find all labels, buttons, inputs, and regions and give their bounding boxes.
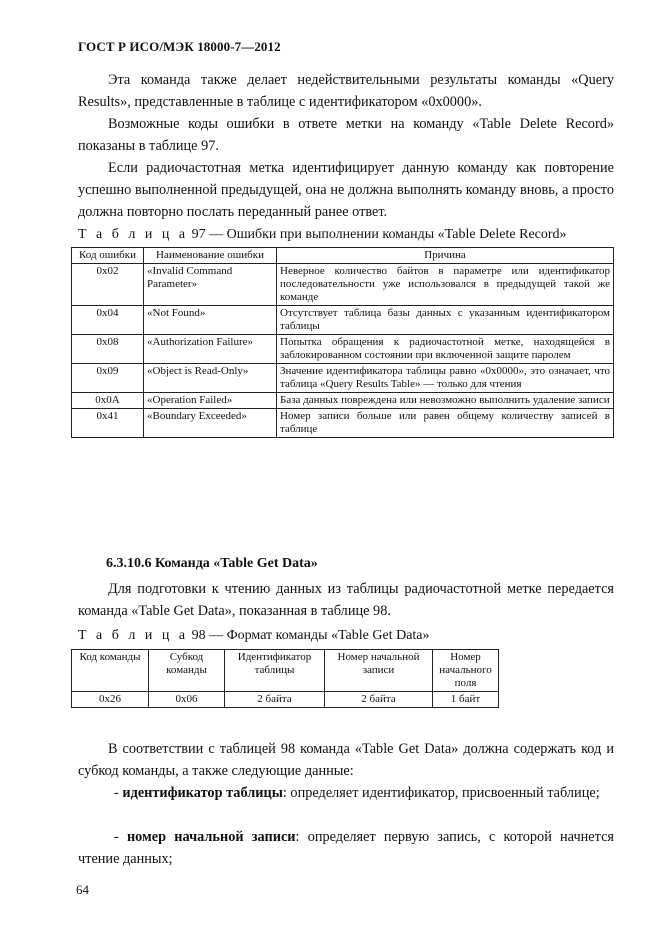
table-98 bbox=[71, 649, 499, 708]
table-cell: 2 байта bbox=[225, 692, 325, 708]
caption-text: 98 — Формат команды «Table Get Data» bbox=[191, 628, 430, 643]
table-row bbox=[72, 306, 614, 335]
table-row bbox=[72, 692, 499, 708]
error-reason-cell: Попытка обращения к радиочастотной метке, находящейся в заблокированном состоянии при включенной защите паролем bbox=[277, 335, 614, 364]
error-reason-cell: Номер записи больше или равен общему количеству записей в таблице bbox=[277, 409, 614, 438]
table-row bbox=[72, 393, 614, 409]
table-97-caption bbox=[78, 227, 567, 243]
column-header: Наименование ошибки bbox=[144, 248, 277, 264]
caption-text: 97 — Ошибки при выполнении команды «Table Delete Record» bbox=[191, 227, 567, 242]
list-item-term: идентификатор таблицы bbox=[122, 785, 283, 801]
list-item: - номер начальной записи: определяет первую запись, с которой начнется чтение данных; bbox=[78, 829, 614, 867]
error-reason-cell: База данных повреждена или невозможно выполнить удаление записи bbox=[277, 393, 614, 409]
table-cell: 0x26 bbox=[72, 692, 149, 708]
table-97 bbox=[71, 247, 614, 438]
error-code-cell: 0x02 bbox=[72, 264, 144, 306]
paragraph: В соответствии с таблицей 98 команда «Table Get Data» должна содержать код и субкод команды, а также следующие данные: bbox=[78, 741, 614, 779]
table-row bbox=[72, 409, 614, 438]
error-name-cell: «Object is Read-Only» bbox=[144, 364, 277, 393]
table-row bbox=[72, 335, 614, 364]
table-cell: 1 байт bbox=[433, 692, 499, 708]
table-header-row bbox=[72, 248, 614, 264]
column-header: Номер начальной записи bbox=[325, 650, 433, 692]
error-reason-cell: Значение идентификатора таблицы равно «0x0000», это означает, что таблица «Query Results Table» — только для чтения bbox=[277, 364, 614, 393]
error-code-cell: 0x09 bbox=[72, 364, 144, 393]
paragraph: Для подготовки к чтению данных из таблицы радиочастотной метке передается команда «Table Get Data», показанная в таблице 98. bbox=[78, 581, 614, 619]
caption-prefix: Т а б л и ц а bbox=[78, 227, 189, 242]
table-cell: 0x06 bbox=[149, 692, 225, 708]
column-header: Код ошибки bbox=[72, 248, 144, 264]
error-name-cell: «Invalid Command Parameter» bbox=[144, 264, 277, 306]
error-code-cell: 0x08 bbox=[72, 335, 144, 364]
error-name-cell: «Not Found» bbox=[144, 306, 277, 335]
paragraph: Эта команда также делает недействительными результаты команды «Query Results», представленные в таблице с идентификатором «0x0000». bbox=[78, 72, 614, 110]
column-header: Код команды bbox=[72, 650, 149, 692]
error-reason-cell: Неверное количество байтов в параметре или идентификатор последовательности уже использовался в предыдущей такой же команде bbox=[277, 264, 614, 306]
error-name-cell: «Authorization Failure» bbox=[144, 335, 277, 364]
table-98-caption bbox=[78, 628, 430, 644]
document-header: ГОСТ Р ИСО/МЭК 18000-7—2012 bbox=[78, 39, 281, 54]
column-header: Субкод команды bbox=[149, 650, 225, 692]
list-item-text: : определяет идентификатор, присвоенный таблице; bbox=[282, 785, 600, 801]
section-heading: 6.3.10.6 Команда «Table Get Data» bbox=[106, 556, 318, 571]
error-code-cell: 0x04 bbox=[72, 306, 144, 335]
error-code-cell: 0x41 bbox=[72, 409, 144, 438]
error-code-cell: 0x0A bbox=[72, 393, 144, 409]
list-item-term: номер начальной записи bbox=[126, 829, 296, 845]
column-header: Причина bbox=[277, 248, 614, 264]
list-item-text: : определяет первую запись, с которой начнется чтение данных; bbox=[78, 829, 614, 867]
table-row bbox=[72, 364, 614, 393]
error-name-cell: «Operation Failed» bbox=[144, 393, 277, 409]
column-header: Номер начального поля bbox=[433, 650, 499, 692]
table-cell: 2 байта bbox=[325, 692, 433, 708]
caption-prefix: Т а б л и ц а bbox=[78, 628, 189, 643]
error-name-cell: «Boundary Exceeded» bbox=[144, 409, 277, 438]
table-header-row bbox=[72, 650, 499, 692]
paragraph: Возможные коды ошибки в ответе метки на команду «Table Delete Record» показаны в таблице 97. bbox=[78, 116, 614, 154]
column-header: Идентификатор таблицы bbox=[225, 650, 325, 692]
error-reason-cell: Отсутствует таблица базы данных с указанным идентификатором таблицы bbox=[277, 306, 614, 335]
page-number: 64 bbox=[76, 882, 89, 897]
table-row bbox=[72, 264, 614, 306]
list-item: - идентификатор таблицы: определяет идентификатор, присвоенный таблице; bbox=[114, 785, 600, 801]
paragraph: Если радиочастотная метка идентифицирует данную команду как повторение успешно выполненной предыдущей, она не должна выполнять команду вновь, а просто должна повторно послать переданный ранее ответ. bbox=[78, 160, 614, 220]
